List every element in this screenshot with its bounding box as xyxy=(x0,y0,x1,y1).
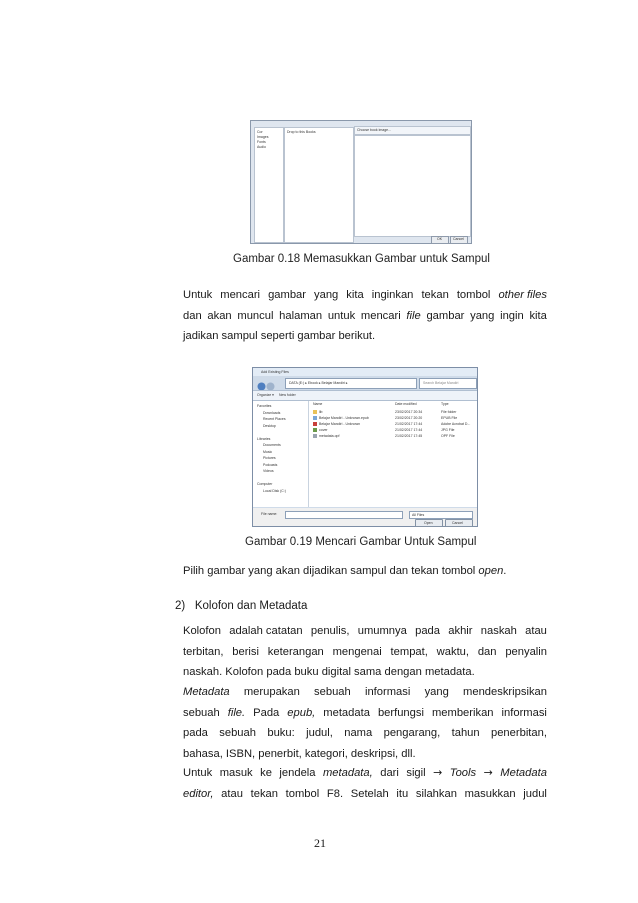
file-name: Belajar Mandiri - Unknown.epub xyxy=(319,416,369,420)
word: kita xyxy=(529,309,547,322)
file-name-label: File name: xyxy=(261,512,278,516)
word: mencari xyxy=(360,309,401,322)
file-name: cover xyxy=(319,428,328,432)
tree-item: Computer xyxy=(257,482,273,486)
tree-item: Podcasts xyxy=(263,462,278,467)
file-name: metadata.opf xyxy=(319,434,340,438)
open-button xyxy=(415,519,443,527)
paragraph-line xyxy=(183,703,547,724)
word: dari xyxy=(380,767,399,779)
figure2-caption-text: Mencari Gambar Untuk Sampul xyxy=(315,536,477,548)
word: akhir xyxy=(448,625,473,637)
paragraph-line xyxy=(183,723,547,744)
paragraph-other-files xyxy=(183,285,547,347)
word: buku: xyxy=(267,727,295,739)
word: ingin xyxy=(500,309,524,322)
word: gambar xyxy=(426,309,465,322)
word: atau xyxy=(525,625,547,637)
tree-item: Music xyxy=(263,449,273,454)
address-bar xyxy=(285,378,417,389)
word: mengenai xyxy=(332,645,382,658)
navigation-tree xyxy=(253,401,309,507)
word: Kolofon xyxy=(183,625,221,637)
figure1-caption xyxy=(233,253,490,265)
word: kita xyxy=(346,289,364,301)
word: Setelah xyxy=(350,787,389,800)
word: tekan xyxy=(421,289,449,301)
tree-item: Videos xyxy=(263,469,274,473)
word: berfungsi xyxy=(377,706,424,719)
word: mencari xyxy=(220,289,261,301)
word: halaman xyxy=(279,309,323,322)
line-text: jadikan sampul seperti gambar berikut. xyxy=(183,330,376,342)
column-date: Date modified xyxy=(395,402,417,406)
word: jendela xyxy=(279,767,316,779)
tree-item: Documents xyxy=(263,443,281,447)
back-forward-icon xyxy=(257,378,277,387)
paragraph-line xyxy=(183,621,547,642)
file-term: file xyxy=(406,309,421,322)
word: mendeskripsikan xyxy=(463,686,547,698)
address-text: DATA (E:) ▸ Ebook ▸ Belajar Mandiri ▸ xyxy=(289,381,348,385)
epub-term: epub, xyxy=(287,706,316,719)
word: judul xyxy=(523,787,547,800)
cover-category-item: Fonts xyxy=(257,140,266,144)
drop-text: Drop to this Books xyxy=(287,130,316,134)
tools-term: Tools xyxy=(449,767,477,779)
word: sebuah xyxy=(183,706,220,719)
tree-item: Favorites xyxy=(257,404,272,408)
search-placeholder: Search Belajar Mandiri xyxy=(423,381,459,385)
file-name: Belajar Mandiri - Unknown xyxy=(319,422,361,426)
file-date: 21/02/2017 17:44 xyxy=(395,422,423,426)
paragraph-line xyxy=(183,662,547,683)
arrow-right-icon: → xyxy=(433,766,443,779)
word: informasi xyxy=(501,706,547,719)
figure1-caption-text: Memasukkan Gambar untuk Sampul xyxy=(303,253,490,265)
word: tekan xyxy=(250,787,278,800)
dialog-toolbar xyxy=(253,390,477,401)
paragraph-kolofon xyxy=(183,621,547,683)
word: dan xyxy=(477,645,497,658)
cover-category-item: Images xyxy=(257,135,269,139)
word: gambar xyxy=(268,289,306,301)
word: tombol xyxy=(456,289,491,301)
organize-button: Organize ▾ xyxy=(257,393,274,397)
file-name-input xyxy=(285,511,403,519)
word: atau xyxy=(221,787,243,800)
file-type: Adobe Acrobat D... xyxy=(441,422,471,426)
cover-drop-area xyxy=(284,127,354,243)
file-icon xyxy=(313,422,317,426)
file-type-value: All Files xyxy=(412,513,425,517)
file-icon xyxy=(313,434,317,438)
word: untuk xyxy=(327,309,356,322)
dialog-titlebar xyxy=(253,368,477,376)
word: F8. xyxy=(326,787,344,800)
word: akan xyxy=(207,309,232,322)
word: inginkan xyxy=(371,289,414,301)
hint-text: Choose book image... xyxy=(357,128,392,132)
file-icon xyxy=(313,428,317,432)
column-type: Type xyxy=(441,402,449,406)
new-folder-button: New folder xyxy=(279,393,296,397)
cover-category-item: Audio xyxy=(257,145,266,149)
word: umumnya xyxy=(357,625,407,637)
section-heading xyxy=(175,600,307,612)
arrow-right-icon: → xyxy=(483,766,493,779)
screenshot-ok-button xyxy=(431,236,449,244)
tree-item: Local Disk (C:) xyxy=(263,488,286,493)
file-row xyxy=(309,433,477,439)
word: naskah xyxy=(480,625,517,637)
other-files-term: other files xyxy=(498,289,547,301)
word: pengarang, xyxy=(383,727,441,739)
paragraph-line xyxy=(183,784,547,805)
period: . xyxy=(503,565,507,577)
file-type: JPG File xyxy=(441,428,455,432)
paragraph-open-metadata xyxy=(183,763,547,804)
file-date: 21/02/2017 17:45 xyxy=(395,434,423,438)
file-type-select xyxy=(409,511,473,519)
section-title: Kolofon dan Metadata xyxy=(194,600,308,612)
word: sebuah xyxy=(314,686,351,698)
word: memberikan xyxy=(431,706,494,719)
word: yang xyxy=(314,289,339,301)
word: pada xyxy=(183,727,208,739)
word: metadata xyxy=(323,706,370,719)
ok-label: OK xyxy=(437,237,443,241)
word: penerbitan, xyxy=(490,727,547,739)
metadata-term: Metadata xyxy=(500,767,547,779)
file-icon xyxy=(313,410,317,414)
word: masuk xyxy=(219,767,253,779)
paragraph-open xyxy=(183,561,547,582)
figure2-caption xyxy=(245,536,476,548)
word: dan xyxy=(183,309,202,322)
word: berisi xyxy=(232,645,259,658)
open-term: open xyxy=(478,565,504,577)
word: itu xyxy=(396,787,409,800)
metadata-term: metadata, xyxy=(322,767,373,779)
tree-item: Libraries xyxy=(257,436,271,441)
metadata-term: Metadata xyxy=(183,686,230,698)
paragraph-line xyxy=(183,285,547,306)
tree-item: Pictures xyxy=(263,456,276,460)
paragraph-line xyxy=(183,642,547,663)
cover-category-item: Cor xyxy=(257,130,263,134)
word: tahun xyxy=(451,727,480,739)
word: judul, xyxy=(306,727,333,739)
word: adalah catatan xyxy=(229,625,303,637)
word: penyalin xyxy=(505,645,547,658)
page-number: 21 xyxy=(314,836,326,850)
line-text: naskah. Kolofon pada buku digital sama dengan metadata. xyxy=(183,666,475,678)
figure2-caption-label: Gambar 0.19 xyxy=(245,536,313,548)
word: sigil xyxy=(406,767,426,779)
paragraph-line xyxy=(183,744,547,765)
file-date: 21/02/2017 17:44 xyxy=(395,428,423,432)
add-cover-dialog-screenshot xyxy=(250,120,472,244)
word: Pada xyxy=(253,706,280,719)
tree-item: Downloads xyxy=(263,410,281,415)
search-box xyxy=(419,378,477,389)
word: ke xyxy=(260,767,272,779)
word: tempat, xyxy=(390,645,428,658)
word: masukkan xyxy=(464,787,516,800)
tree-item: Recent Places xyxy=(263,417,286,421)
paragraph-line xyxy=(183,306,547,327)
word: merupakan xyxy=(243,686,300,698)
file-date: 23/02/2017 20:20 xyxy=(395,416,423,420)
file-type: EPUB File xyxy=(441,416,458,420)
cover-category-list xyxy=(254,127,284,243)
word: sebuah xyxy=(219,727,256,739)
word: penulis, xyxy=(310,625,350,637)
file-term: file. xyxy=(227,706,246,719)
word: nama xyxy=(344,727,373,739)
word: terbitan, xyxy=(183,645,224,658)
file-icon xyxy=(313,416,317,420)
file-name: lib xyxy=(319,410,323,414)
word: Untuk xyxy=(183,767,213,779)
line-text: bahasa, ISBN, penerbit, kategori, deskripsi, dll. xyxy=(183,747,416,760)
dialog-title: Add Existing Files xyxy=(261,370,289,374)
paragraph-line xyxy=(183,682,547,703)
dialog-bottom-bar xyxy=(253,508,477,526)
file-list xyxy=(309,401,477,507)
cancel-label: Cancel xyxy=(452,521,463,525)
word: yang xyxy=(424,686,449,698)
section-number: 2) xyxy=(175,600,186,612)
file-type: OPF File xyxy=(441,434,455,438)
word: Untuk xyxy=(183,289,213,301)
paragraph-line xyxy=(183,763,547,784)
column-name: Name xyxy=(313,402,323,406)
word: informasi xyxy=(364,686,411,698)
word: pada xyxy=(415,625,440,637)
cover-preview-pane xyxy=(354,135,471,237)
word: silahkan xyxy=(415,787,457,800)
cover-hint-bar xyxy=(354,126,471,135)
tree-item: Desktop xyxy=(263,423,276,428)
line-text: Pilih gambar yang akan dijadikan sampul dan tekan tombol xyxy=(183,565,476,577)
word: keterangan xyxy=(267,645,324,658)
open-label: Open xyxy=(424,521,433,525)
paragraph-metadata xyxy=(183,682,547,764)
editor-term: editor, xyxy=(183,787,214,800)
file-type: File folder xyxy=(441,410,457,414)
word: muncul xyxy=(237,309,274,322)
add-existing-files-screenshot xyxy=(252,367,478,527)
word: tombol xyxy=(285,787,320,800)
screenshot-cancel-button xyxy=(450,236,468,244)
word: yang xyxy=(470,309,495,322)
figure1-caption-label: Gambar 0.18 xyxy=(233,253,301,265)
cancel-button xyxy=(445,519,473,527)
cancel-label: Cancel xyxy=(453,237,464,241)
word: waktu, xyxy=(436,645,470,658)
paragraph-line xyxy=(183,326,547,347)
file-date: 23/02/2017 20:34 xyxy=(395,410,423,414)
